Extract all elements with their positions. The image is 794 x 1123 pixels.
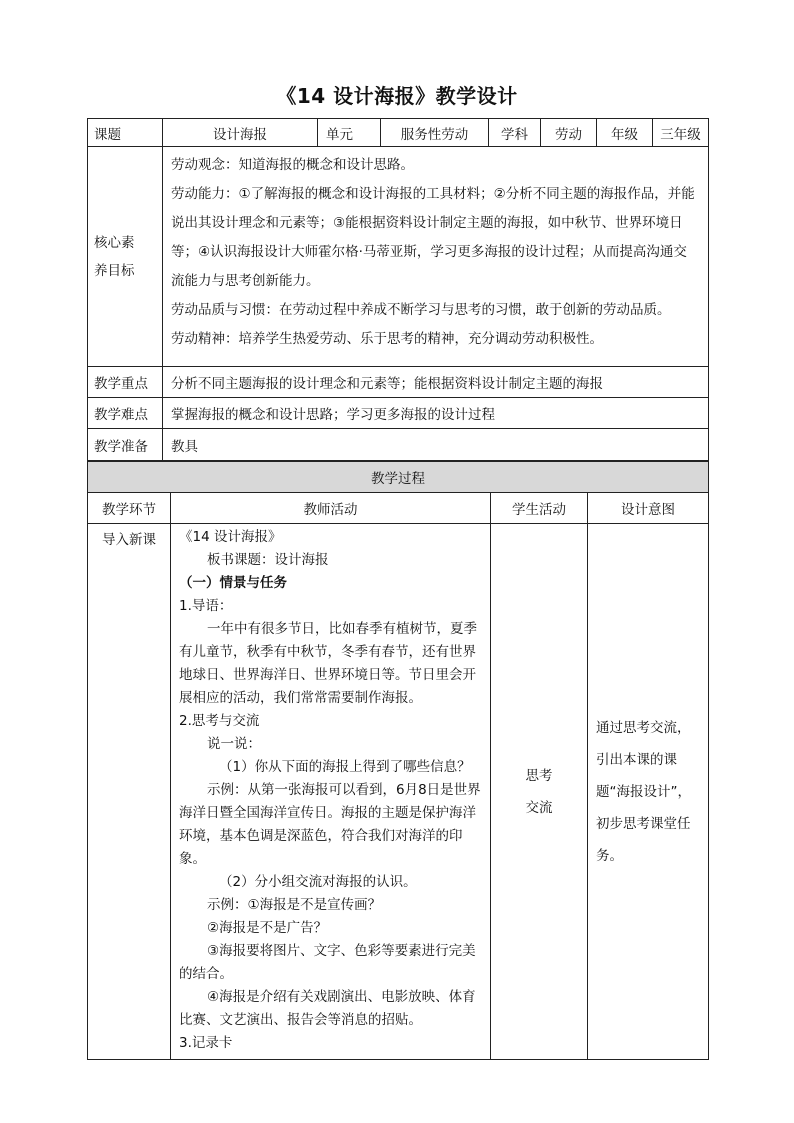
- goals-label-line2: 养目标: [94, 262, 135, 279]
- header-stage: 教学环节: [88, 493, 171, 524]
- goals-content: [163, 147, 709, 367]
- course-label: 课题: [88, 119, 163, 147]
- process-section-row: [88, 462, 709, 493]
- grade-label: 年级: [597, 119, 653, 147]
- teacher-line: 《14 设计海报》: [179, 529, 282, 545]
- teacher-line: 1.导语：: [179, 598, 233, 614]
- stage-label: 导入新课: [88, 524, 171, 1060]
- subject-label: 学科: [489, 119, 541, 147]
- student-line1: 思考: [525, 767, 553, 784]
- student-activity: [491, 524, 588, 1060]
- goals-label-line1: 核心素: [94, 234, 135, 251]
- key-points-row: [88, 367, 709, 398]
- goals-row: [88, 147, 709, 367]
- difficulties-label: 教学难点: [88, 398, 163, 429]
- teacher-line: ③海报要将图片、文字、色彩等要素进行完美的结合。: [179, 943, 476, 982]
- unit-label: 单元: [318, 119, 381, 147]
- unit-value: 服务性劳动: [381, 119, 489, 147]
- header-intent: 设计意图: [588, 493, 709, 524]
- process-section-title: 教学过程: [88, 462, 709, 493]
- difficulties-value: 掌握海报的概念和设计思路；学习更多海报的设计过程: [163, 398, 709, 429]
- teacher-line: ②海报是不是广告？: [207, 920, 328, 936]
- preparation-row: [88, 429, 709, 461]
- header-student: 学生活动: [491, 493, 588, 524]
- goal-item: 劳动品质与习惯：在劳动过程中养成不断学习与思考的习惯，敢于创新的劳动品质。: [171, 302, 671, 318]
- intro-row: [88, 524, 709, 1060]
- document-title: 《14 设计海报》教学设计: [276, 84, 518, 108]
- goals-label: [88, 147, 163, 367]
- difficulties-row: [88, 398, 709, 429]
- course-value: 设计海报: [163, 119, 318, 147]
- process-header-row: [88, 493, 709, 524]
- teacher-line: 说一说：: [207, 736, 261, 752]
- goal-item: 劳动观念：知道海报的概念和设计思路。: [171, 157, 414, 173]
- teacher-line: 一年中有很多节日，比如春季有植树节，夏季有儿童节，秋季有中秋节，冬季有春节，还有世界地球日、世界海洋日、世界环境日等。节日里会开展相应的活动，我们常常需要制作海报。: [179, 621, 477, 706]
- header-teacher: 教师活动: [171, 493, 491, 524]
- goal-item: 劳动精神：培养学生热爱劳动、乐于思考的精神，充分调动劳动积极性。: [171, 331, 603, 347]
- teacher-line: 3.记录卡: [179, 1035, 233, 1051]
- teaching-process-table: [87, 461, 709, 1060]
- student-line2: 交流: [525, 799, 553, 816]
- grade-value: 三年级: [653, 119, 709, 147]
- preparation-label: 教学准备: [88, 429, 163, 461]
- teacher-line: 示例：①海报是不是宣传画？: [207, 897, 382, 913]
- teacher-line: 示例：从第一张海报可以看到，6月8日是世界海洋日暨全国海洋宣传日。海报的主题是保护海洋环境，基本色调是深蓝色，符合我们对海洋的印象。: [179, 782, 481, 867]
- design-intent: [588, 524, 709, 1060]
- lesson-info-table: [87, 118, 709, 461]
- goal-item: 劳动能力：①了解海报的概念和设计海报的工具材料；②分析不同主题的海报作品，并能说出其设计理念和元素等；③能根据资料设计制定主题的海报，如中秋节、世界环境日等；④认识海报设计大师霍尔格·马蒂亚斯，学习更多海报的设计过程；从而提高沟通交流能力与思考创新能力。: [171, 186, 695, 289]
- teacher-line: （1）你从下面的海报上得到了哪些信息？: [219, 759, 471, 775]
- key-points-label: 教学重点: [88, 367, 163, 398]
- teacher-line: （2）分小组交流对海报的认识。: [219, 874, 417, 890]
- info-row: [88, 119, 709, 147]
- teacher-line: ④海报是介绍有关戏剧演出、电影放映、体育比赛、文艺演出、报告会等消息的招贴。: [179, 989, 476, 1028]
- teacher-line: （一）情景与任务: [179, 575, 287, 591]
- design-intent-text: 通过思考交流，引出本课的课题“海报设计”，初步思考课堂任务。: [596, 719, 691, 864]
- teacher-line: 板书课题：设计海报: [207, 552, 329, 568]
- teacher-activity: [171, 524, 491, 1060]
- key-points-value: 分析不同主题海报的设计理念和元素等；能根据资料设计制定主题的海报: [163, 367, 709, 398]
- subject-value: 劳动: [541, 119, 597, 147]
- teacher-line: 2.思考与交流: [179, 713, 260, 729]
- preparation-value: 教具: [163, 429, 709, 461]
